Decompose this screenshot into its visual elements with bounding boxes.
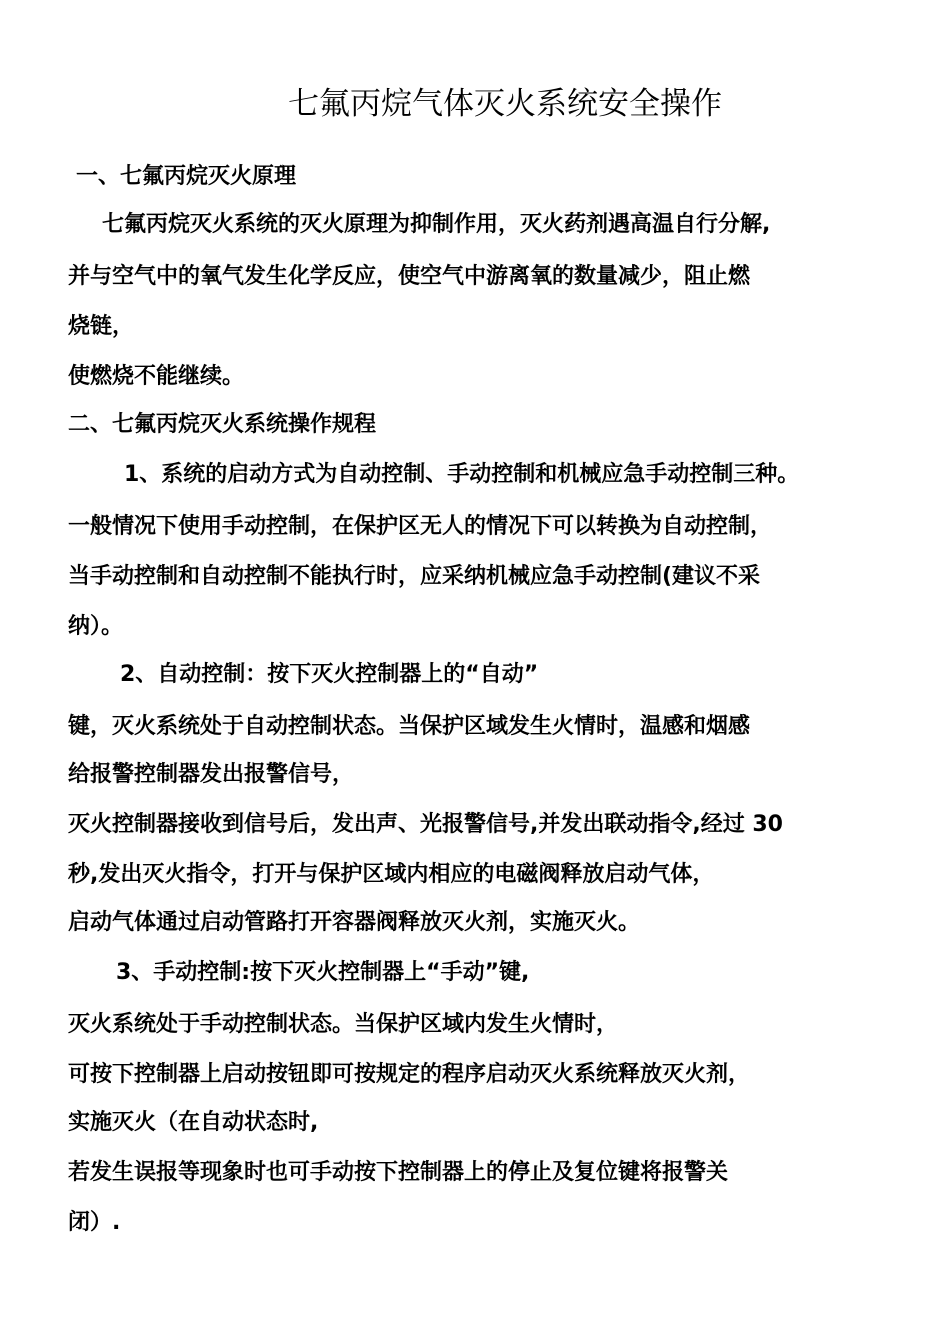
section-heading-procedure: 二、七氟丙烷灭火系统操作规程 (68, 412, 377, 437)
paragraph-line: 2、自动控制：按下灭火控制器上的“自动” (120, 662, 539, 687)
document-title: 七氟丙烷气体灭火系统安全操作 (288, 86, 722, 122)
paragraph-line: 纳）。 (68, 614, 124, 639)
paragraph-line: 实施灭火（在自动状态时, (68, 1110, 319, 1135)
paragraph-line: 当手动控制和自动控制不能执行时，应采纳机械应急手动控制(建议不采 (68, 564, 761, 589)
paragraph-line: 烧链， (68, 314, 135, 339)
paragraph-line: 启动气体通过启动管路打开容器阀释放灭火剂，实施灭火。 (68, 910, 641, 935)
paragraph-line: 秒,发出灭火指令，打开与保护区域内相应的电磁阀释放启动气体， (68, 862, 715, 887)
paragraph-line: 一般情况下使用手动控制，在保护区无人的情况下可以转换为自动控制， (68, 514, 773, 539)
paragraph-line: 给报警控制器发出报警信号， (68, 762, 355, 787)
paragraph-line: 灭火控制器接收到信号后，发出声、光报警信号,并发出联动指令,经过 30 (68, 812, 783, 837)
paragraph-line: 灭火系统处于手动控制状态。当保护区域内发生火情时， (68, 1012, 619, 1037)
section-heading-principle: 一、七氟丙烷灭火原理 (76, 164, 297, 189)
paragraph-line: 七氟丙烷灭火系统的灭火原理为抑制作用，灭火药剂遇高温自行分解, (102, 212, 771, 237)
paragraph-line: 若发生误报等现象时也可手动按下控制器上的停止及复位键将报警关 (68, 1160, 729, 1185)
paragraph-line: 使燃烧不能继续。 (68, 364, 245, 389)
paragraph-line: 3、手动控制:按下灭火控制器上“手动”键, (116, 960, 530, 985)
paragraph-line: 1、系统的启动方式为自动控制、手动控制和机械应急手动控制三种。 (124, 462, 800, 487)
paragraph-line: 并与空气中的氧气发生化学反应，使空气中游离氧的数量减少，阻止燃 (68, 264, 751, 289)
paragraph-line: 键，灭火系统处于自动控制状态。当保护区域发生火情时，温感和烟感 (68, 714, 751, 739)
paragraph-line: 可按下控制器上启动按钮即可按规定的程序启动灭火系统释放灭火剂， (68, 1062, 751, 1087)
paragraph-line: 闭）. (68, 1210, 121, 1235)
